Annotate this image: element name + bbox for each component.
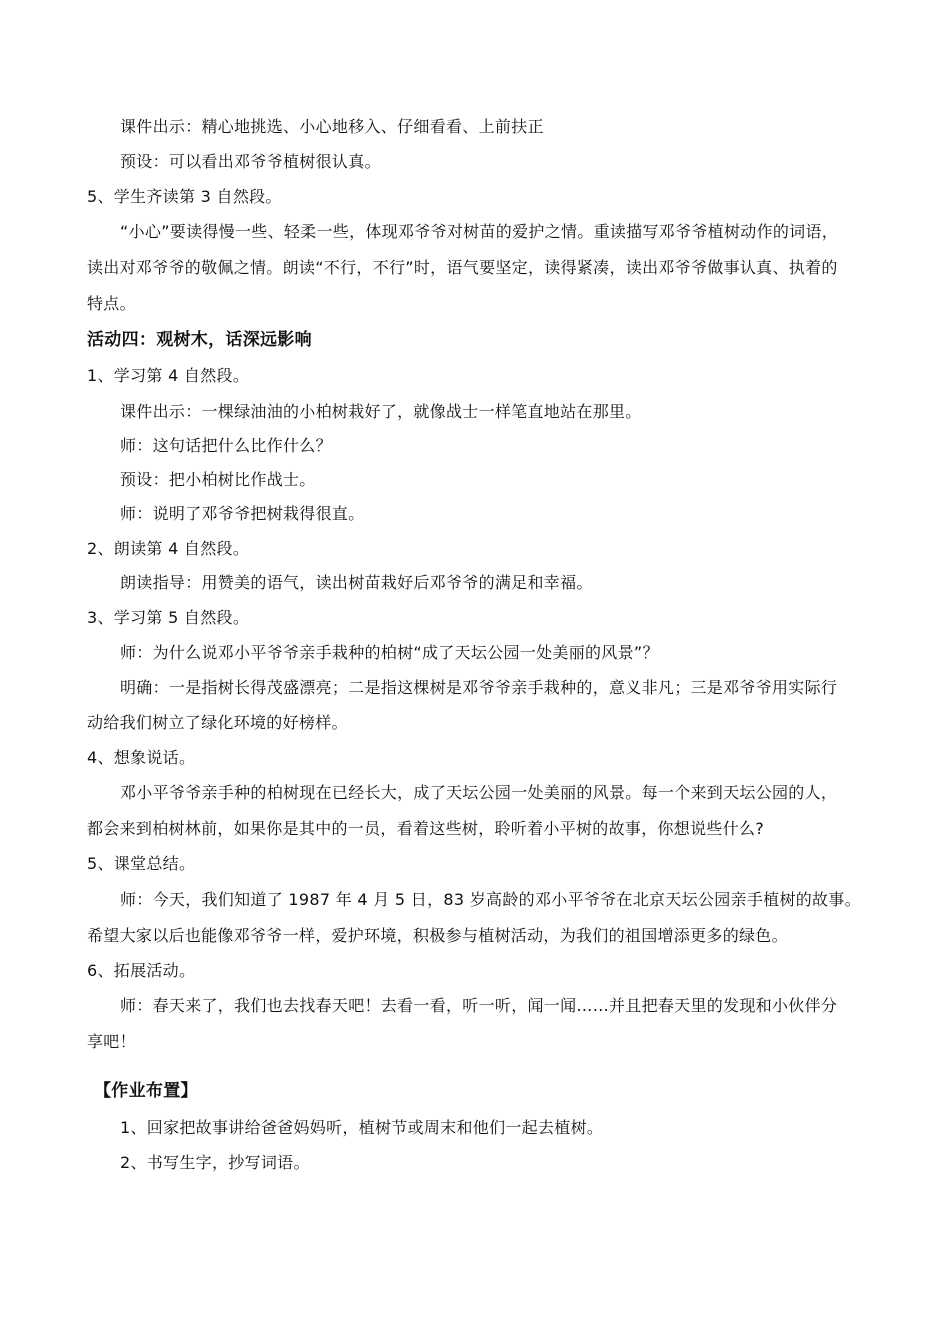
imagine-paragraph: 邓小平爷爷亲手种的柏树现在已经长大，成了天坛公园一处美丽的风景。每一个来到天坛公园的人， (120, 783, 838, 802)
paragraph-line: “小心”要读得慢一些、轻柔一些，体现邓爷爷对树苗的爱护之情。重读描写邓爷爷植树动作的词语， (120, 222, 839, 241)
clarification-line: 动给我们树立了绿化环境的好榜样。 (87, 713, 348, 732)
paragraph-line: 特点。 (87, 294, 136, 313)
clarification-line: 明确：一是指树长得茂盛漂亮；二是指这棵树是邓爷爷亲手栽种的，意义非凡；三是邓爷爷用实际行 (120, 678, 838, 697)
step-4-line: 4、想象说话。 (87, 748, 196, 767)
homework-item: 1、回家把故事讲给爸爸妈妈听，植树节或周末和他们一起去植树。 (120, 1118, 604, 1137)
summary-paragraph: 希望大家以后也能像邓爷爷一样，爱护环境，积极参与植树活动，为我们的祖国增添更多的绿色。 (87, 926, 788, 945)
teacher-line: 师：说明了邓爷爷把树栽得很直。 (120, 504, 365, 523)
courseware-line: 课件出示：精心地挑选、小心地移入、仔细看看、上前扶正 (120, 117, 544, 136)
preset-line: 预设：把小柏树比作战士。 (120, 470, 316, 489)
teacher-question: 师：这句话把什么比作什么？ (120, 436, 332, 455)
step-6-line: 6、拓展活动。 (87, 961, 196, 980)
teacher-question: 师：为什么说邓小平爷爷亲手栽种的柏树“成了天坛公园一处美丽的风景”？ (120, 643, 659, 662)
summary-paragraph: 师：今天，我们知道了 1987 年 4 月 5 日，83 岁高龄的邓小平爷爷在北京天坛公园亲手植树的故事。 (120, 890, 861, 909)
extension-paragraph: 享吧！ (87, 1032, 136, 1051)
preset-line: 预设：可以看出邓爷爷植树很认真。 (120, 152, 381, 171)
step-1-line: 1、学习第 4 自然段。 (87, 366, 250, 385)
step-5-read-aloud: 5、学生齐读第 3 自然段。 (87, 187, 282, 206)
step-2-line: 2、朗读第 4 自然段。 (87, 539, 250, 558)
step-3-line: 3、学习第 5 自然段。 (87, 608, 250, 627)
homework-item: 2、书写生字，抄写词语。 (120, 1153, 310, 1172)
reading-guidance: 朗读指导：用赞美的语气，读出树苗栽好后邓爷爷的满足和幸福。 (120, 573, 593, 592)
courseware-line: 课件出示：一棵绿油油的小柏树栽好了，就像战士一样笔直地站在那里。 (120, 402, 642, 421)
imagine-paragraph: 都会来到柏树林前，如果你是其中的一员，看着这些树，聆听着小平树的故事，你想说些什么? (87, 819, 765, 838)
extension-paragraph: 师：春天来了，我们也去找春天吧！去看一看，听一听，闻一闻……并且把春天里的发现和小伙伴分 (120, 996, 838, 1015)
homework-heading: 【作业布置】 (94, 1081, 198, 1101)
activity-four-heading: 活动四：观树木，话深远影响 (87, 330, 312, 350)
paragraph-line: 读出对邓爷爷的敬佩之情。朗读“不行，不行”时，语气要坚定，读得紧凑，读出邓爷爷做事认真、执着的 (87, 258, 838, 277)
step-5-summary: 5、课堂总结。 (87, 854, 196, 873)
